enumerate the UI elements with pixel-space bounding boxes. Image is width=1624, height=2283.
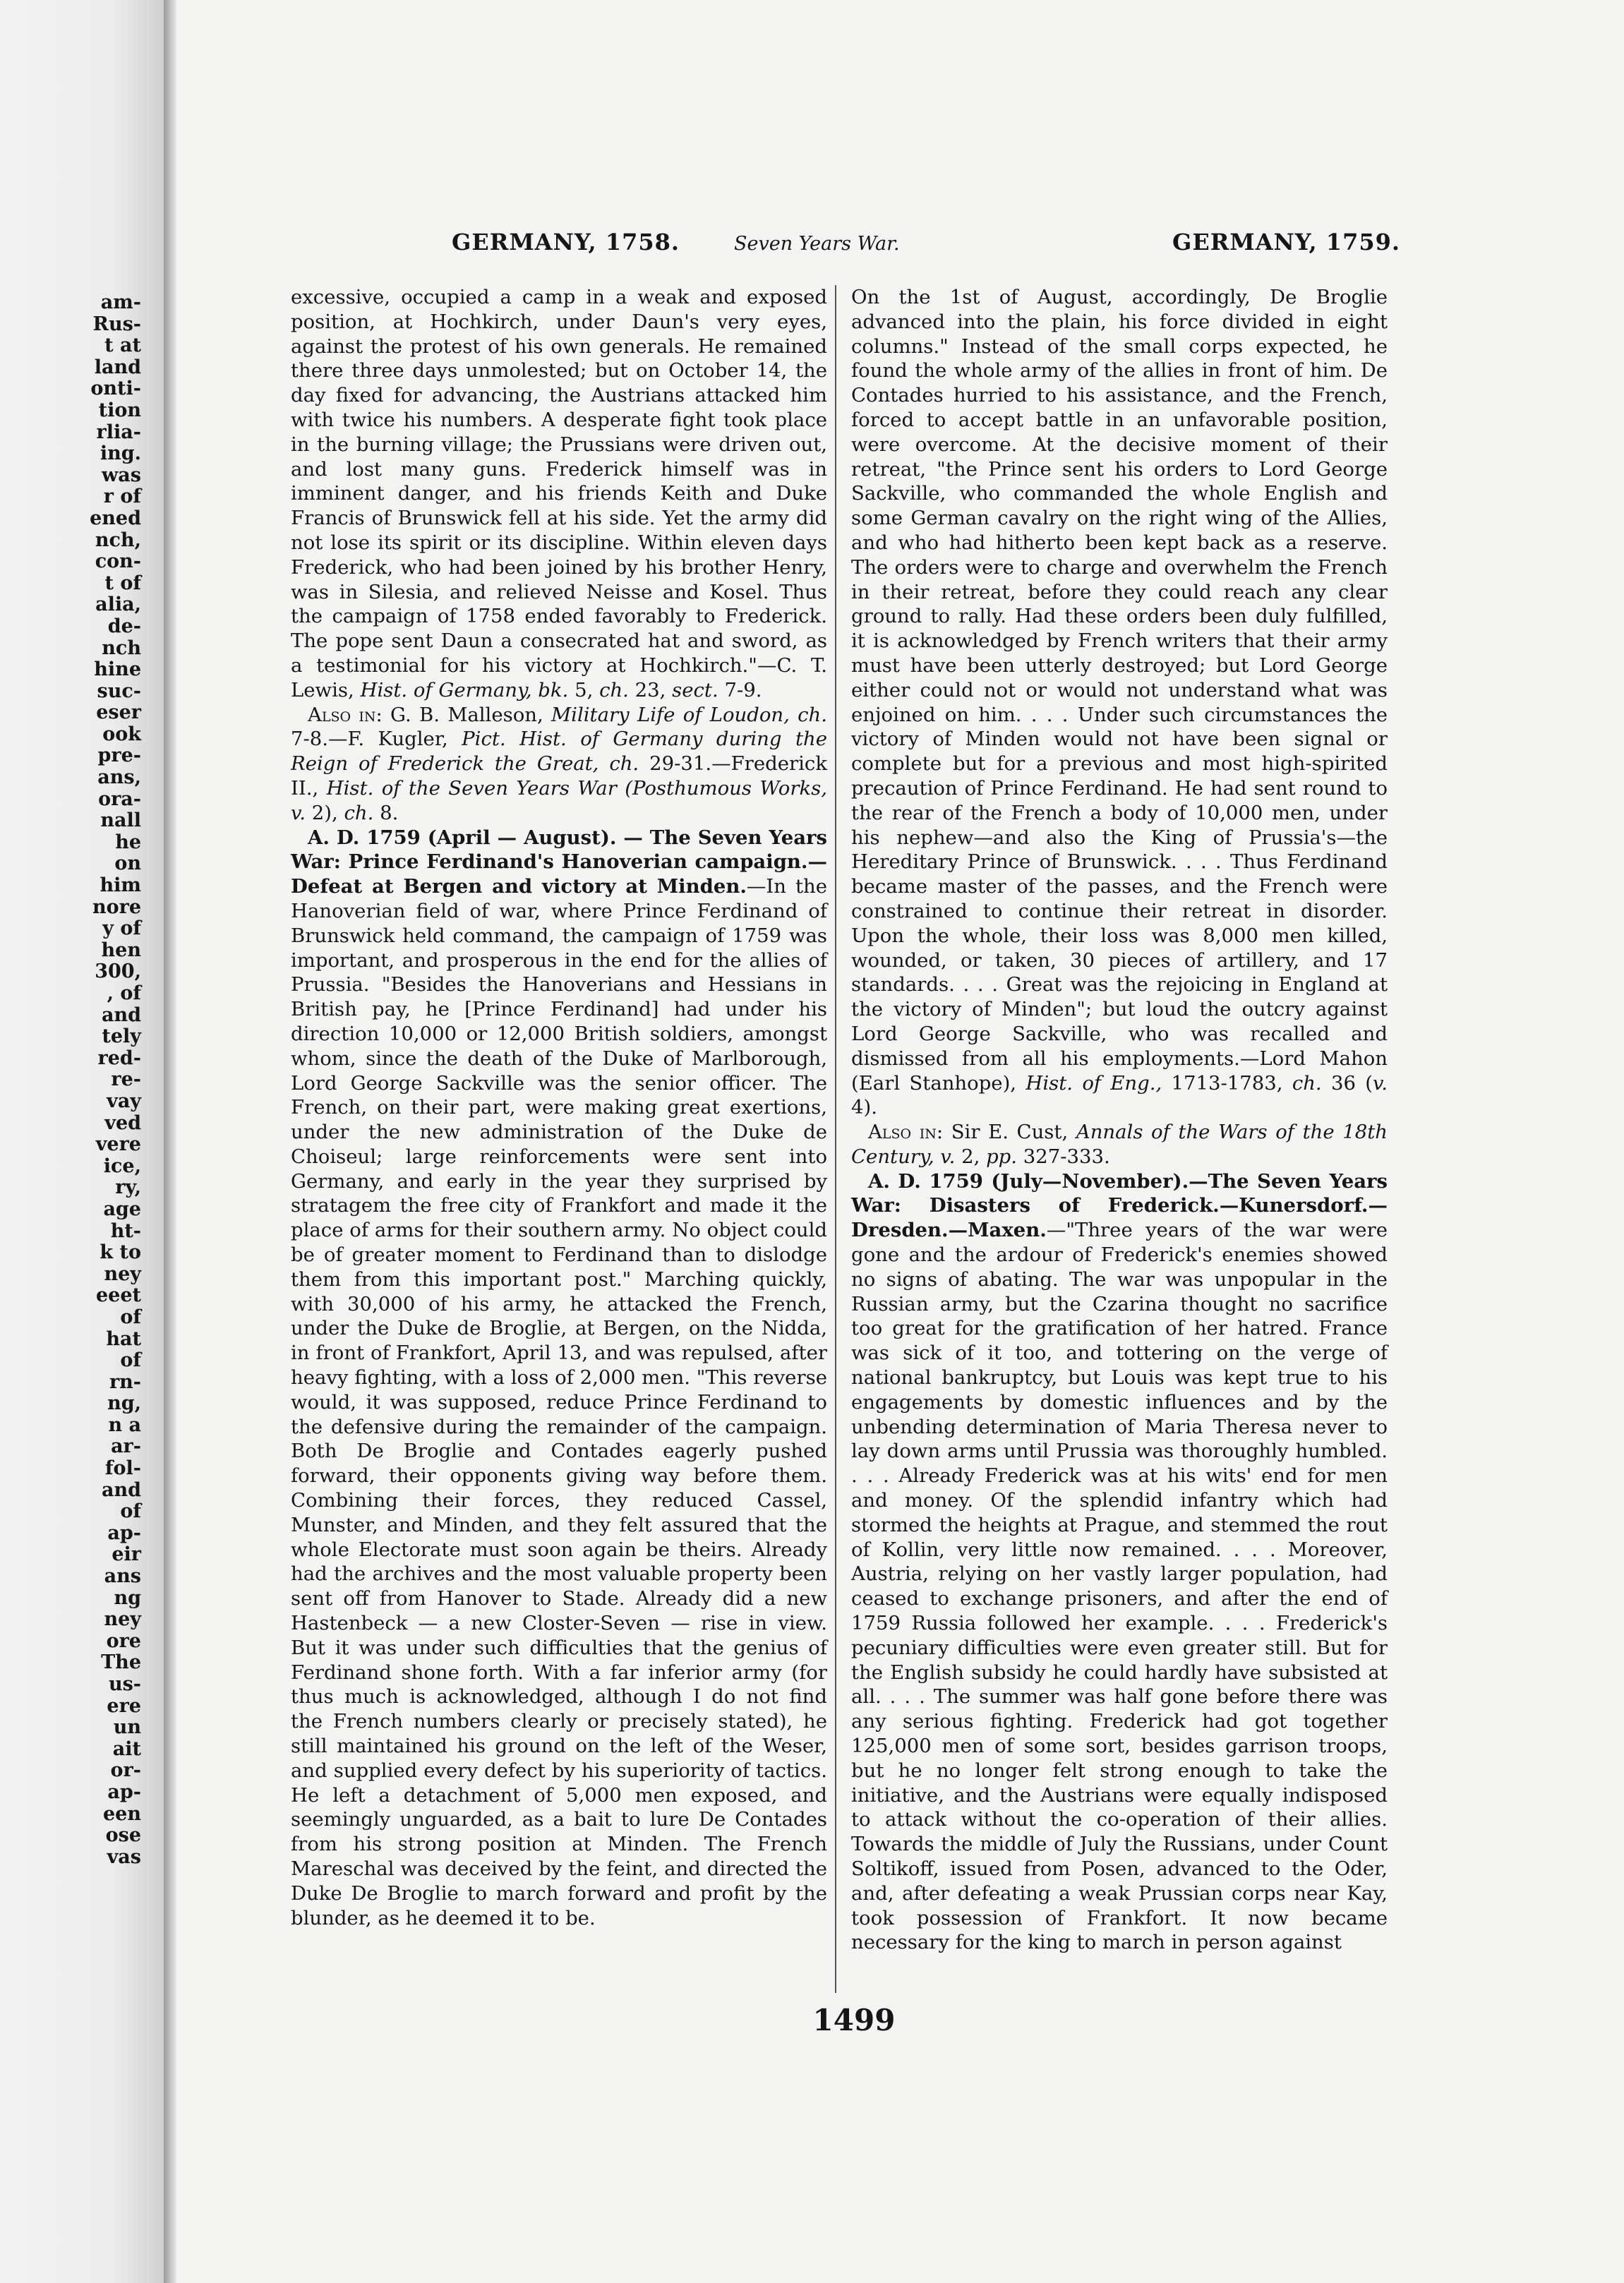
facing-page-fragment: hine — [94, 658, 141, 681]
facing-page-fragment: ap- — [107, 1781, 141, 1803]
entry-paragraph: A. D. 1759 (April — August). — The Seven Years War: Prince Ferdinand's Hanoverian campaign.—Defeat at Bergen and victory at Minden.—In the Hanoverian field of war, where Prince Ferdinand of Brunswick held command, the campaign of 1759 was important, and prosperous in the end for the allies of Prussia. "Besides the Hanoverians and Hessians in British pay, he [Prince Ferdinand] had under his direction 10,000 or 12,000 British soldiers, amongst whom, since the death of the Duke of Marlborough, Lord George Sackville was the senior officer. The French, on their part, were making great exertions, under the new administration of the Duke de Choiseul; large reinforcements were sent into Germany, and early in the year they surprised by stratagem the free city of Frankfort and made it the place of arms for their southern army. No object could be of greater moment to Ferdinand than to dislodge them from this important post." Marching quickly, with 30,000 of his army, he attacked the French, under the Duke de Broglie, at Bergen, on the Nidda, in front of Frankfort, April 13, and was repulsed, after heavy fighting, with a loss of 2,000 men. "This reverse would, it was supposed, reduce Prince Ferdinand to the defensive during the remainder of the campaign. Both De Broglie and Contades eagerly pushed forward, their opponents giving way before them. Combining their forces, they reduced Cassel, Munster, and Minden, and they felt assured that the whole Electorate must soon again be theirs. Already had the archives and the most valuable property been sent off from Hanover to Stade. Already did a new Hastenbeck — a new Closter-Seven — rise in view. But it was under such difficulties that the genius of Ferdinand shone forth. With a far inferior army (for thus much is acknowledged, although I do not find the French numbers clearly or precisely stated), he still maintained his ground on the left of the Weser, and supplied every defect by his superiority of tactics. He left a detachment of 5,000 men exposed, and seemingly unguarded, as a bait to lure De Contades from his strong position at Minden. The French Mareschal was deceived by the feint, and directed the Duke De Broglie to march forward and profit by the blunder, as he deemed it to be. — [291, 826, 827, 1929]
facing-page-fragment: r of — [103, 486, 141, 508]
facing-page-fragment: ng, — [107, 1392, 141, 1415]
facing-page-fragment: nch, — [95, 529, 141, 551]
facing-page-edge — [0, 0, 164, 2283]
facing-page-fragment: un — [113, 1716, 141, 1739]
facing-page-fragment: ans — [104, 1565, 141, 1588]
facing-page-fragment: on — [114, 853, 141, 875]
facing-page-fragment: ose — [105, 1824, 141, 1847]
left-column — [291, 285, 827, 1930]
running-head — [452, 229, 1400, 264]
facing-page-fragment: k to — [100, 1241, 141, 1264]
facing-page-fragment: eser — [96, 701, 141, 724]
facing-page-text-fragments — [0, 292, 141, 1868]
facing-page-fragment: pre- — [97, 745, 141, 767]
facing-page-fragment: vay — [107, 1090, 141, 1112]
facing-page-fragment: of — [120, 1500, 141, 1523]
facing-page-fragment: of — [120, 1349, 141, 1372]
facing-page-fragment: t of — [104, 572, 141, 594]
page — [176, 0, 1624, 2283]
facing-page-fragment: ney — [104, 1263, 141, 1285]
column-rule — [835, 285, 836, 1993]
facing-page-fragment: ened — [90, 507, 141, 529]
facing-page-fragment: ry, — [115, 1176, 141, 1199]
facing-page-fragment: he — [115, 831, 141, 853]
facing-page-fragment: n a — [108, 1414, 141, 1436]
facing-page-fragment: tion — [98, 399, 141, 421]
facing-page-fragment: us- — [108, 1673, 141, 1695]
facing-page-fragment: ney — [104, 1608, 141, 1631]
facing-page-fragment: , of — [107, 982, 141, 1004]
facing-page-fragment: eir — [112, 1543, 141, 1566]
facing-page-fragment: tely — [102, 1025, 141, 1048]
facing-page-fragment: ore — [106, 1630, 141, 1652]
facing-page-fragment: vere — [95, 1133, 141, 1156]
facing-page-fragment: Rus- — [92, 313, 141, 335]
facing-page-fragment: rlia- — [96, 421, 141, 443]
entry-heading: A. D. 1759 (July—November).—The Seven Years War: Disasters of Frederick.—Kunersdorf.—Dresden.—Maxen. — [851, 1169, 1388, 1242]
facing-page-fragment: rn- — [109, 1371, 141, 1393]
facing-page-fragment: de- — [107, 615, 141, 637]
facing-page-fragment: age — [103, 1198, 141, 1220]
facing-page-fragment: ere — [107, 1694, 141, 1717]
facing-page-fragment: ook — [102, 723, 141, 745]
facing-page-fragment: een — [103, 1802, 141, 1825]
facing-page-fragment: con- — [95, 550, 141, 573]
paragraph: On the 1st of August, accordingly, De Broglie advanced into the plain, his force divided in eight columns." Instead of the small corps expected, he found the whole army of the allies in front of him. De Contades hurried to his assistance, and the French, forced to accept battle in an unfavorable position, were overcome. At the decisive moment of their retreat, "the Prince sent his orders to Lord George Sackville, who commanded the whole English and some German cavalry on the right wing of the Allies, and who had hitherto been kept back as a reserve. The orders were to charge and overwhelm the French in their retreat, before they could reach any clear ground to rally. Had these orders been duly fulfilled, it is acknowledged by French writers that their army must have been utterly destroyed; but Lord George either could not or would not understand what was enjoined on him. . . . Under such circumstances the victory of Minden would not have been signal or complete but for a previous and most high-spirited precaution of Prince Ferdinand. He had sent round to the rear of the French a body of 10,000 men, under his nephew—and also the King of Prussia's—the Hereditary Prince of Brunswick. . . . Thus Ferdinand became master of the passes, and the French were constrained to continue their retreat in disorder. Upon the whole, their loss was 8,000 men killed, wounded, or taken, 30 pieces of artillery, and 17 standards. . . . Great was the rejoicing in England at the victory of Minden"; but loud the outcry against Lord George Sackville, who was recalled and dismissed from all his employments.—Lord Mahon (Earl Stanhope), Hist. of Eng., 1713-1783, ch. 36 (v. 4). — [851, 286, 1388, 1119]
facing-page-fragment: of — [120, 1306, 141, 1328]
facing-page-fragment: ice, — [103, 1155, 141, 1177]
facing-page-fragment: re- — [111, 1068, 141, 1091]
facing-page-fragment: and — [101, 1478, 141, 1501]
facing-page-fragment: or- — [110, 1759, 141, 1782]
facing-page-fragment: ht- — [110, 1219, 141, 1242]
facing-page-fragment: hat — [106, 1327, 141, 1350]
page-number: 1499 — [812, 2003, 896, 2037]
facing-page-fragment: ng — [114, 1586, 141, 1609]
facing-page-fragment: ans, — [97, 766, 141, 789]
facing-page-fragment: him — [100, 874, 141, 897]
facing-page-fragment: t at — [104, 335, 141, 357]
facing-page-fragment: am- — [100, 291, 141, 313]
running-head-center: Seven Years War. — [734, 233, 900, 255]
facing-page-fragment: hen — [101, 939, 141, 961]
facing-page-fragment: vas — [107, 1845, 141, 1868]
running-head-left: GERMANY, 1758. — [452, 229, 680, 255]
facing-page-fragment: ing. — [100, 442, 141, 465]
facing-page-fragment: land — [94, 356, 141, 378]
facing-page-fragment: nore — [92, 896, 141, 918]
paragraph: excessive, occupied a camp in a weak and exposed position, at Hochkirch, under Daun's very eyes, against the protest of his own generals. He remained there three days unmolested; but on October 14, the day fixed for advancing, the Austrians attacked him with twice his numbers. A desperate fight took place in the burning village; the Prussians were driven out, and lost many guns. Frederick himself was in imminent danger, and his friends Keith and Duke Francis of Brunswick fell at his side. Yet the army did not lose its spirit or its discipline. Within eleven days Frederick, who had been joined by his brother Henry, was in Silesia, and relieved Neisse and Kosel. Thus the campaign of 1758 ended favorably to Frederick. The pope sent Daun a consecrated hat and sword, as a testimonial for his victory at Hochkirch."—C. T. Lewis, Hist. of Germany, bk. 5, ch. 23, sect. 7-9. — [291, 286, 827, 701]
facing-page-fragment: ved — [104, 1112, 141, 1134]
facing-page-fragment: y of — [102, 917, 141, 940]
running-head-right: GERMANY, 1759. — [1172, 229, 1400, 255]
facing-page-fragment: ora- — [98, 788, 141, 810]
facing-page-fragment: nall — [100, 809, 141, 832]
entry-paragraph: A. D. 1759 (July—November).—The Seven Years War: Disasters of Frederick.—Kunersdorf.—Dresden.—Maxen.—"Three years of the war were gone and the ardour of Frederick's enemies showed no signs of abating. The war was unpopular in the Russian army, but the Czarina thought no sacrifice too great for the gratification of her hatred. France was sick of it too, and tottering on the verge of national bankruptcy, but Louis was kept true to his engagements by domestic influences and by the unbending determination of Maria Theresa never to lay down arms until Prussia was thoroughly humbled. . . . Already Frederick was at his wits' end for men and money. Of the splendid infantry which had stormed the heights at Prague, and stemmed the rout of Kollin, very little now remained. . . . Moreover, Austria, relying on her vastly larger population, had ceased to exchange prisoners, and after the end of 1759 Russia followed her example. . . . Frederick's pecuniary difficulties were even greater still. But for the English subsidy he could hardly have subsisted at all. . . . The summer was half gone before there was any serious fighting. Frederick had got together 125,000 men of some sort, besides garrison troops, but he no longer felt strong enough to take the initiative, and the Austrians were equally indisposed to attack without the co-operation of their allies. Towards the middle of July the Russians, under Count Soltikoff, issued from Posen, advanced to the Oder, and, after defeating a weak Prussian corps near Kay, took possession of Frankfort. It now became necessary for the king to march in person against — [851, 1169, 1388, 1954]
facing-page-fragment: alia, — [95, 594, 141, 616]
facing-page-fragment: ait — [112, 1737, 141, 1760]
facing-page-fragment: nch — [102, 637, 141, 659]
right-column — [851, 285, 1388, 1955]
entry-heading: A. D. 1759 (April — August). — The Seven Years War: Prince Ferdinand's Hanoverian campaign.—Defeat at Bergen and victory at Minden. — [291, 826, 827, 898]
also-in-paragraph: Also in: Sir E. Cust, Annals of the Wars of the 18th Century, v. 2, pp. 327-333. — [851, 1121, 1388, 1168]
facing-page-fragment: and — [101, 1004, 141, 1026]
facing-page-fragment: suc- — [97, 680, 141, 702]
facing-page-fragment: onti- — [90, 378, 141, 400]
facing-page-fragment: 300, — [95, 960, 141, 983]
also-in-paragraph: Also in: G. B. Malleson, Military Life of Loudon, ch. 7-8.—F. Kugler, Pict. Hist. of Germany during the Reign of Frederick the Great, ch. 29-31.—Frederick II., Hist. of the Seven Years War (Posthumous Works, v. 2), ch. 8. — [291, 703, 827, 824]
facing-page-fragment: The — [101, 1651, 141, 1674]
book-gutter — [164, 0, 176, 2283]
facing-page-fragment: eeet — [95, 1284, 141, 1307]
facing-page-fragment: fol- — [104, 1457, 141, 1480]
facing-page-fragment: ap- — [107, 1522, 141, 1544]
facing-page-fragment: ar- — [111, 1435, 141, 1458]
facing-page-fragment: was — [102, 464, 141, 486]
facing-page-fragment: red- — [97, 1047, 141, 1069]
